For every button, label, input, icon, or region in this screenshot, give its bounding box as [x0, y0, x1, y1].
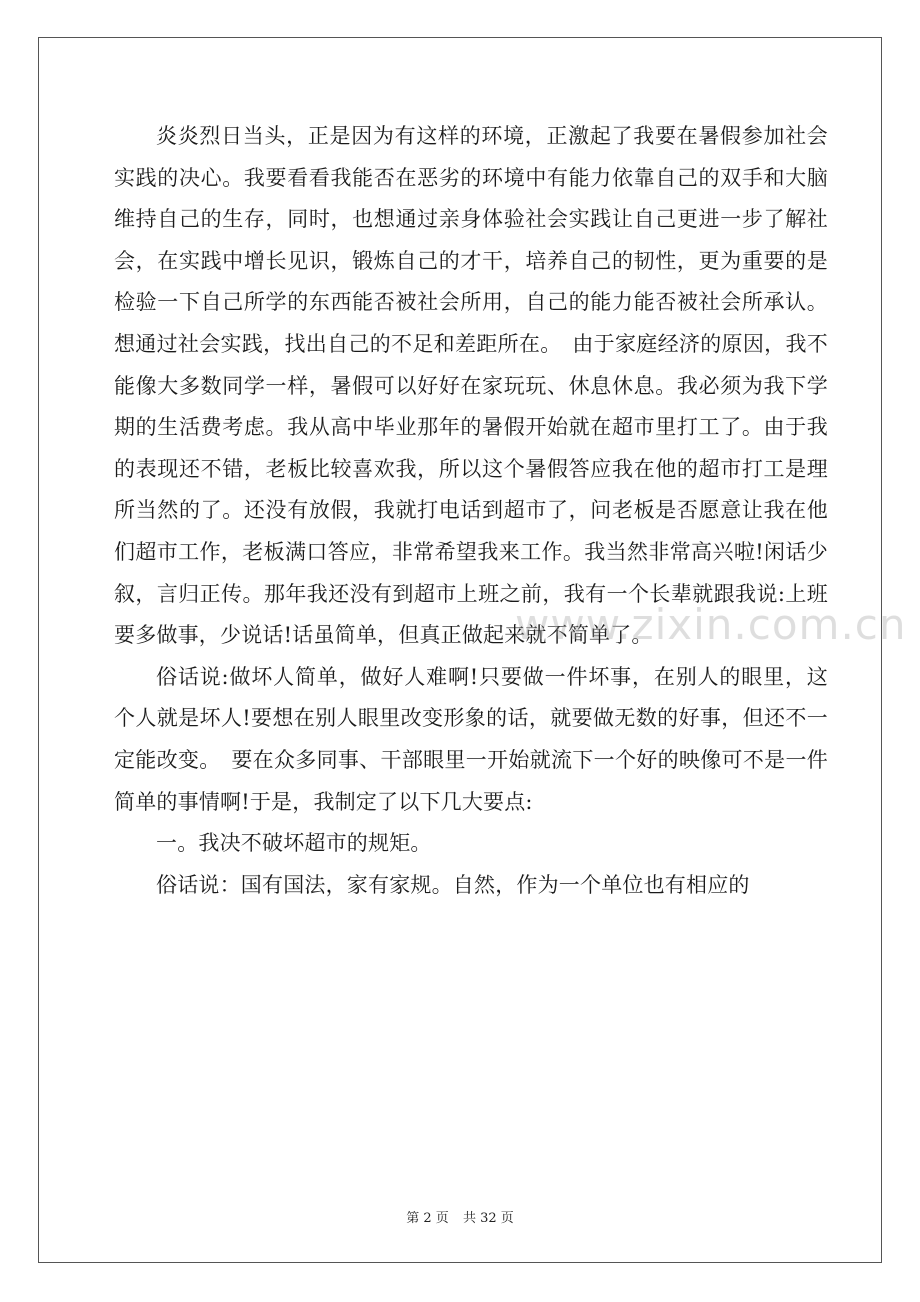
paragraph-4: 俗话说：国有国法，家有家规。自然，作为一个单位也有相应的 — [156, 872, 750, 897]
document-body — [114, 116, 828, 906]
total-pages: 共 32 页 — [462, 1211, 514, 1226]
page-footer — [0, 1207, 920, 1226]
paragraph-1: 炎炎烈日当头，正是因为有这样的环境，正激起了我要在暑假参加社会实践的决心。我要看看我能否在恶劣的环境中有能力依靠自己的双手和大脑维持自己的生存，同时，也想通过亲身体验社会实践让自己更进一步了解社会，在实践中增长见识，锻炼自己的才干，培养自己的韧性，更为重要的是检验一下自己所学的东西能否被社会所用，自己的能力能否被社会所承认。想通过社会实践，找出自己的不足和差距所在。 由于家庭经济的原因，我不能像大多数同学一样，暑假可以好好在家玩玩、休息休息。我必须为我下学期的生活费考虑。我从高中毕业那年的暑假开始就在超市里打工了。由于我的表现还不错，老板比较喜欢我，所以这个暑假答应我在他的超市打工是理所当然的了。还没有放假，我就打电话到超市了，问老板是否愿意让我在他们超市工作，老板满口答应，非常希望我来工作。我当然非常高兴啦!闲话少叙，言归正传。那年我还没有到超市上班之前，我有一个长辈就跟我说:上班要多做事，少说话!话虽简单，但真正做起来就不简单了。 — [114, 124, 828, 648]
page-number: 第 2 页 — [406, 1211, 449, 1226]
paragraph-2: 俗话说:做坏人简单，做好人难啊!只要做一件坏事，在别人的眼里，这个人就是坏人!要想在别人眼里改变形象的话，就要做无数的好事，但还不一定能改变。 要在众多同事、干部眼里一开始就流下一个好的映像可不是一件简单的事情啊!于是，我制定了以下几大要点: — [114, 664, 828, 814]
watermark: www.zixin.com.cn — [515, 600, 907, 649]
paragraph-3: 一。我决不破坏超市的规矩。 — [156, 831, 432, 856]
